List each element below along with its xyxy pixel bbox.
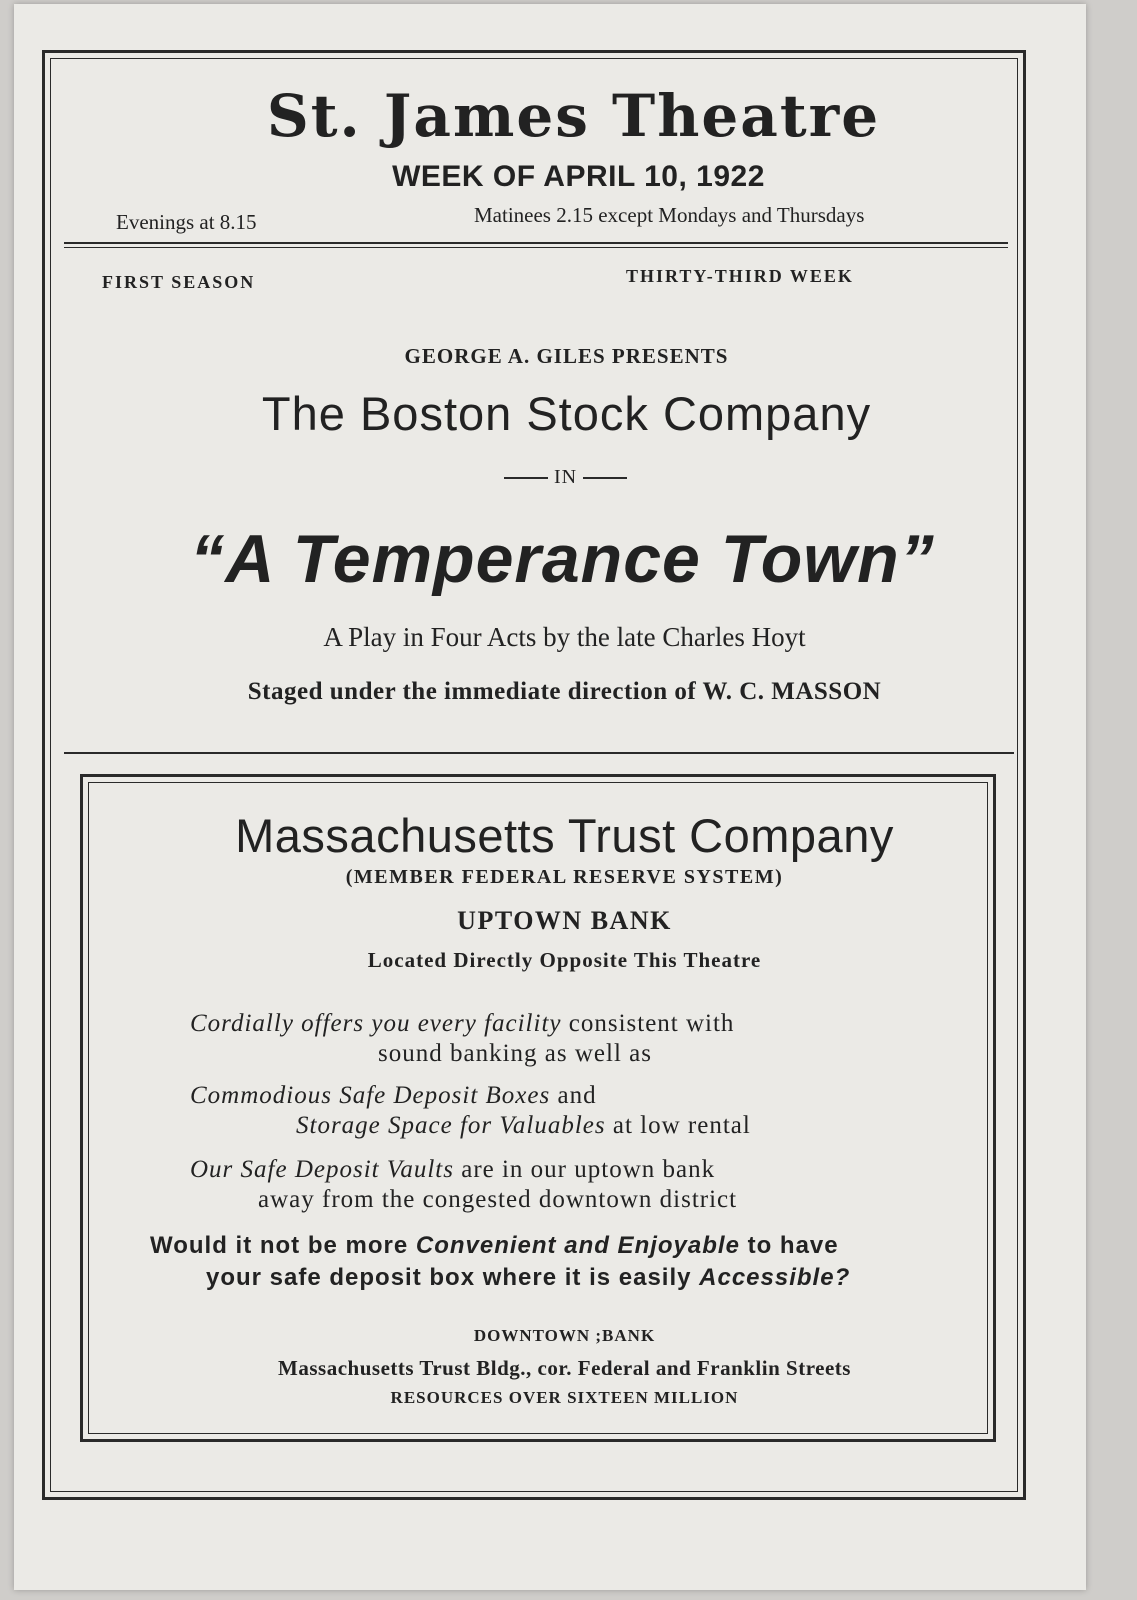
ad-line-text: are in our uptown bank [453,1156,716,1183]
divider [64,752,1014,754]
ad-line [190,1082,597,1110]
dash-right [583,477,627,479]
ad-line-emphasis: Storage Space for Valuables [296,1112,606,1139]
play-title: “A Temperance Town” [190,521,935,597]
ad-line-text: at low rental [605,1112,751,1139]
matinees-time: Matinees 2.15 except Mondays and Thursdays [474,203,865,227]
bank-resources: RESOURCES OVER SIXTEEN MILLION [390,1388,739,1407]
ad-line: sound banking as well as [378,1040,652,1067]
staged-by: Staged under the immediate direction of W. C. MASSON [247,678,882,705]
ad-line-text: your safe deposit box where it is easily [206,1264,700,1291]
ad-line: away from the congested downtown district [258,1186,738,1213]
first-season: FIRST SEASON [102,272,256,292]
in-label: IN [553,466,578,488]
in-separator [0,466,1134,489]
ad-line-text: and [550,1082,597,1109]
ad-question-line [206,1264,850,1292]
company-name: The Boston Stock Company [261,387,872,440]
uptown-bank: UPTOWN BANK [457,906,672,935]
ad-line-text: Would it not be more [150,1232,416,1259]
ad-line-text: consistent with [561,1010,735,1037]
ad-line [190,1156,715,1184]
bank-location: Located Directly Opposite This Theatre [367,948,762,972]
bank-member: (MEMBER FEDERAL RESERVE SYSTEM) [345,866,784,888]
bank-address: Massachusetts Trust Bldg., cor. Federal and Franklin Streets [278,1356,851,1380]
dash-left [504,477,548,479]
ad-line-emphasis: Our Safe Deposit Vaults [190,1156,454,1183]
divider [64,242,1008,244]
ad-line-emphasis: Accessible? [699,1264,851,1291]
evenings-time: Evenings at 8.15 [116,210,257,234]
ad-line-emphasis: Commodious Safe Deposit Boxes [190,1082,551,1109]
ad-line [296,1112,751,1140]
play-info: A Play in Four Acts by the late Charles Hoyt [323,622,806,652]
presenter: GEORGE A. GILES PRESENTS [404,344,729,368]
week-date: WEEK OF APRIL 10, 1922 [392,160,765,193]
ad-line-emphasis: Convenient and Enjoyable [415,1232,740,1259]
ad-line [190,1010,734,1038]
bank-name: Massachusetts Trust Company [235,809,894,862]
ad-line-emphasis: Cordially offers you every facility [190,1010,562,1037]
downtown-bank: DOWNTOWN ;BANK [473,1326,656,1345]
season-week: THIRTY-THIRD WEEK [626,266,854,286]
ad-line-text: to have [739,1232,839,1259]
divider [64,247,1008,248]
ad-question-line [150,1232,839,1260]
theatre-title: St. James Theatre [266,82,881,150]
